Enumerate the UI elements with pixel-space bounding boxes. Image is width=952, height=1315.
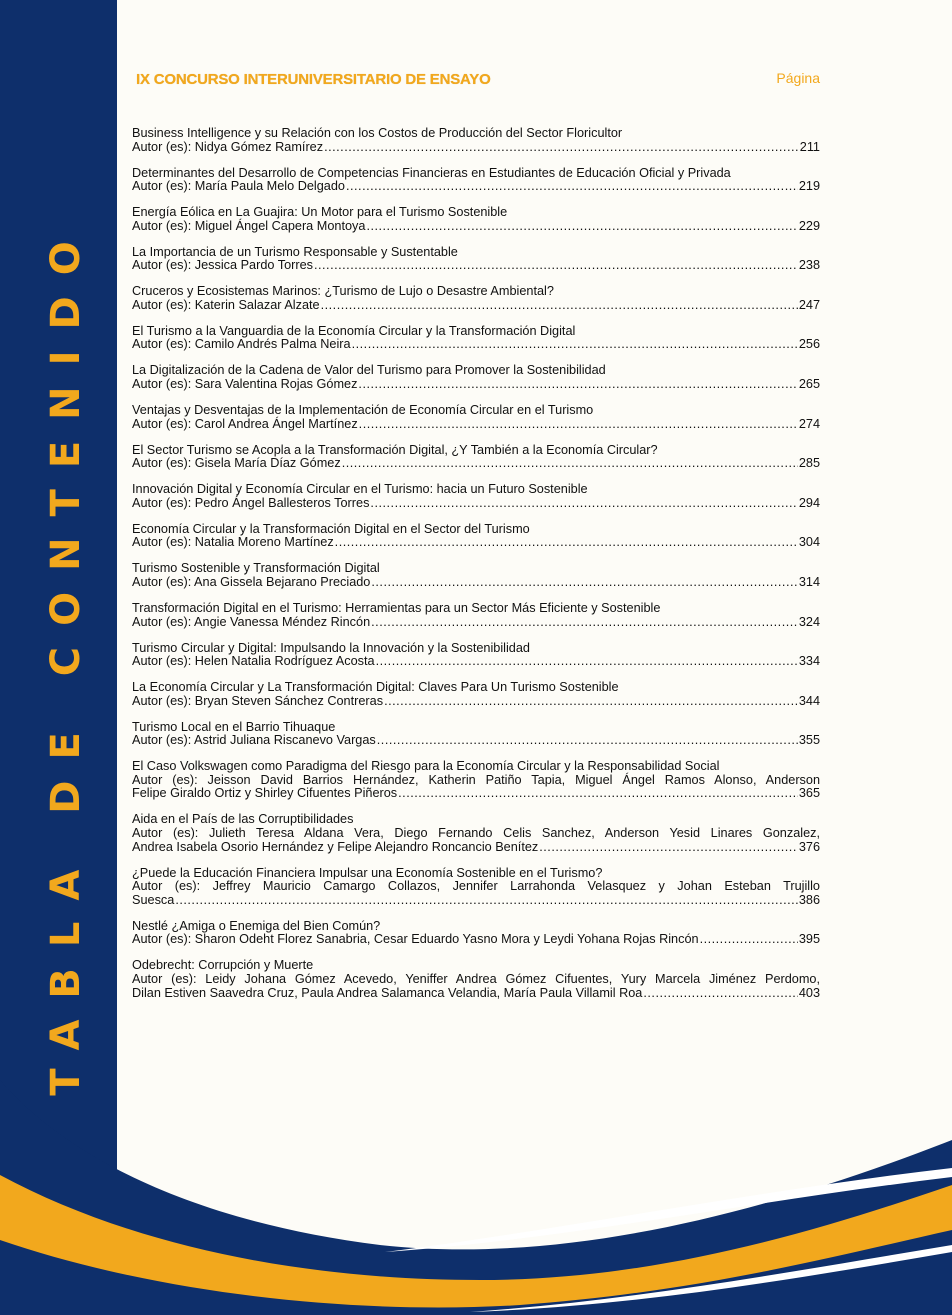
entry-page: 344	[798, 693, 820, 708]
toc-entry[interactable]	[132, 246, 820, 273]
entry-title: Transformación Digital en el Turismo: Herramientas para un Sector Más Eficiente y Sostenible	[132, 600, 661, 615]
dot-leader	[371, 616, 798, 630]
dot-leader	[376, 655, 798, 669]
entry-title: Business Intelligence y su Relación con los Costos de Producción del Sector Floricultor	[132, 126, 623, 140]
entry-page: 395	[798, 932, 820, 947]
entry-authors: Autor (es): Astrid Juliana Riscanevo Vargas	[132, 733, 376, 748]
toc-entry[interactable]	[132, 167, 820, 194]
entry-authors-line-2: Suesca	[132, 892, 175, 907]
toc-entry[interactable]	[132, 602, 820, 629]
entry-title: Economía Circular y la Transformación Digital en el Sector del Turismo	[132, 521, 530, 536]
entry-title: Determinantes del Desarrollo de Competencias Financieras en Estudiantes de Educación Oficial y Privada	[132, 165, 731, 180]
toc-entry[interactable]	[132, 404, 820, 431]
entry-title: La Importancia de un Turismo Responsable y Sustentable	[132, 244, 458, 259]
entry-page: 219	[798, 179, 820, 194]
dot-leader	[324, 141, 799, 155]
entry-title: El Sector Turismo se Acopla a la Transformación Digital, ¿Y También a la Economía Circular?	[132, 442, 658, 457]
entry-title: Energía Eólica en La Guajira: Un Motor para el Turismo Sostenible	[132, 205, 508, 220]
entry-title: Turismo Sostenible y Transformación Digital	[132, 561, 380, 576]
entry-authors-line-2: Andrea Isabela Osorio Hernández y Felipe Alejandro Roncancio Benítez	[132, 839, 539, 854]
entry-authors: Autor (es): Camilo Andrés Palma Neira	[132, 337, 351, 352]
dot-leader	[384, 695, 798, 709]
header-title: IX CONCURSO INTERUNIVERSITARIO DE ENSAYO	[136, 71, 491, 88]
dot-leader	[377, 734, 798, 748]
entry-page: 285	[798, 456, 820, 471]
entry-title: El Caso Volkswagen como Paradigma del Riesgo para la Economía Circular y la Responsabilidad Social	[132, 759, 720, 774]
toc-entry[interactable]	[132, 642, 820, 669]
dot-leader	[539, 841, 798, 855]
entry-authors: Autor (es): Gisela María Díaz Gómez	[132, 456, 341, 471]
entry-authors: Autor (es): Miguel Ángel Capera Montoya	[132, 218, 366, 233]
entry-title: La Economía Circular y La Transformación Digital: Claves Para Un Turismo Sostenible	[132, 680, 619, 695]
entry-authors-line-1: Autor (es): Leidy Johana Gómez Acevedo, Yeniffer Andrea Gómez Cifuentes, Yury Marcela Jiménez Perdomo,	[132, 971, 820, 986]
dot-leader	[370, 497, 797, 511]
dot-leader	[359, 418, 798, 432]
entry-title: Nestlé ¿Amiga o Enemiga del Bien Común?	[132, 918, 381, 933]
toc-entry[interactable]	[132, 444, 820, 471]
entry-page: 229	[798, 218, 820, 233]
entry-title: Cruceros y Ecosistemas Marinos: ¿Turismo de Lujo o Desastre Ambiental?	[132, 284, 554, 299]
page-column-label: Página	[776, 70, 820, 86]
dot-leader	[700, 933, 798, 947]
entry-authors: Autor (es): Nidya Gómez Ramírez	[132, 139, 324, 154]
toc-entry[interactable]	[132, 760, 820, 801]
entry-page: 294	[798, 495, 820, 510]
header	[136, 71, 820, 93]
entry-authors-line-2: Felipe Giraldo Ortiz y Shirley Cifuentes Piñeros	[132, 786, 398, 801]
entry-title: ¿Puede la Educación Financiera Impulsar una Economía Sostenible en el Turismo?	[132, 865, 603, 880]
entry-page: 365	[798, 786, 820, 801]
entry-page: 355	[798, 733, 820, 748]
dot-leader	[175, 894, 798, 908]
toc-entry[interactable]	[132, 813, 820, 854]
vertical-title: TABLA DE CONTENIDO	[43, 220, 89, 1096]
entry-authors: Autor (es): Sharon Odeht Florez Sanabria, Cesar Eduardo Yasno Mora y Leydi Yohana Rojas Rincón	[132, 932, 699, 947]
entry-title: Turismo Local en el Barrio Tihuaque	[132, 719, 336, 734]
entry-page: 274	[798, 416, 820, 431]
entry-page: 376	[798, 839, 820, 854]
toc-entry[interactable]	[132, 920, 820, 947]
toc-entry[interactable]	[132, 206, 820, 233]
entry-authors-line-2: Dilan Estiven Saavedra Cruz, Paula Andrea Salamanca Velandia, María Paula Villamil Roa	[132, 985, 643, 1000]
toc-entry[interactable]	[132, 325, 820, 352]
entry-authors: Autor (es): Angie Vanessa Méndez Rincón	[132, 614, 371, 629]
dot-leader	[314, 259, 798, 273]
toc-entry[interactable]	[132, 562, 820, 589]
toc-entry[interactable]	[132, 483, 820, 510]
entry-page: 238	[798, 258, 820, 273]
decorative-waves	[0, 1080, 952, 1315]
toc-entry[interactable]	[132, 959, 820, 1000]
entry-title: El Turismo a la Vanguardia de la Economía Circular y la Transformación Digital	[132, 323, 576, 338]
entry-authors-line-1: Autor (es): Jeffrey Mauricio Camargo Collazos, Jennifer Larrahonda Velasquez y Johan Esteban Trujillo	[132, 879, 820, 894]
entry-page: 403	[798, 985, 820, 1000]
table-of-contents	[132, 127, 820, 1013]
entry-page: 304	[798, 535, 820, 550]
dot-leader	[358, 378, 797, 392]
dot-leader	[366, 220, 797, 234]
entry-authors: Autor (es): Pedro Ángel Ballesteros Torres	[132, 495, 370, 510]
entry-page: 265	[798, 377, 820, 392]
entry-authors: Autor (es): Carol Andrea Ángel Martínez	[132, 416, 358, 431]
entry-page: 386	[798, 892, 820, 907]
entry-title: Ventajas y Desventajas de la Implementación de Economía Circular en el Turismo	[132, 403, 594, 418]
entry-authors: Autor (es): Jessica Pardo Torres	[132, 258, 313, 273]
toc-entry[interactable]	[132, 127, 820, 154]
dot-leader	[371, 576, 797, 590]
entry-title: Aida en el País de las Corruptibilidades	[132, 812, 354, 827]
toc-entry[interactable]	[132, 285, 820, 312]
entry-page: 211	[799, 139, 820, 154]
dot-leader	[342, 457, 798, 471]
entry-page: 324	[798, 614, 820, 629]
entry-authors-line-1: Autor (es): Jeisson David Barrios Hernández, Katherin Patiño Tapia, Miguel Ángel Ramos Alonso, Anderson	[132, 772, 820, 787]
entry-authors: Autor (es): María Paula Melo Delgado	[132, 179, 345, 194]
dot-leader	[352, 338, 798, 352]
entry-authors: Autor (es): Sara Valentina Rojas Gómez	[132, 377, 358, 392]
entry-authors: Autor (es): Bryan Steven Sánchez Contreras	[132, 693, 384, 708]
dot-leader	[346, 180, 798, 194]
dot-leader	[321, 299, 798, 313]
dot-leader	[643, 987, 797, 1001]
entry-authors: Autor (es): Helen Natalia Rodríguez Acosta	[132, 654, 375, 669]
toc-entry[interactable]	[132, 721, 820, 748]
entry-page: 314	[798, 574, 820, 589]
entry-title: La Digitalización de la Cadena de Valor del Turismo para Promover la Sostenibilidad	[132, 363, 606, 378]
entry-authors: Autor (es): Ana Gissela Bejarano Preciado	[132, 574, 371, 589]
entry-page: 256	[798, 337, 820, 352]
entry-authors: Autor (es): Natalia Moreno Martínez	[132, 535, 334, 550]
toc-entry[interactable]	[132, 523, 820, 550]
entry-title: Turismo Circular y Digital: Impulsando la Innovación y la Sostenibilidad	[132, 640, 530, 655]
dot-leader	[335, 536, 798, 550]
entry-page: 247	[798, 297, 820, 312]
toc-entry[interactable]	[132, 867, 820, 908]
dot-leader	[398, 787, 798, 801]
entry-title: Innovación Digital y Economía Circular en el Turismo: hacia un Futuro Sostenible	[132, 482, 588, 497]
toc-entry[interactable]	[132, 681, 820, 708]
entry-authors-line-1: Autor (es): Julieth Teresa Aldana Vera, Diego Fernando Celis Sanchez, Anderson Yesid Linares Gonzalez,	[132, 826, 820, 841]
entry-title: Odebrecht: Corrupción y Muerte	[132, 958, 314, 973]
entry-page: 334	[798, 654, 820, 669]
entry-authors: Autor (es): Katerin Salazar Alzate	[132, 297, 320, 312]
toc-entry[interactable]	[132, 364, 820, 391]
